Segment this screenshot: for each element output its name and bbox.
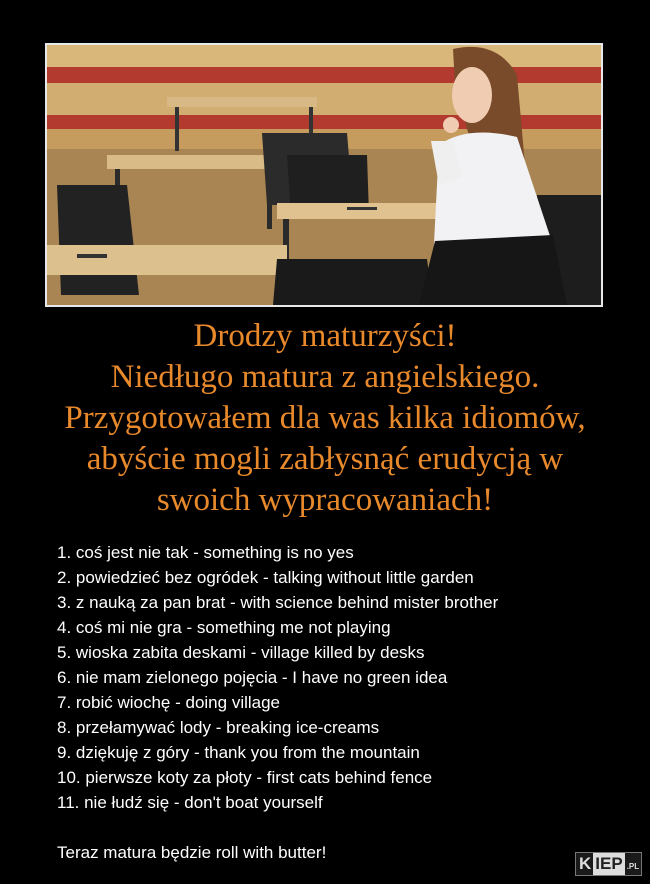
headline-line-2: Niedługo matura z angielskiego. (110, 359, 540, 395)
idiom-item: 2. powiedzieć bez ogródek - talking without little garden (57, 568, 474, 587)
closing-line: Teraz matura będzie roll with butter! (57, 843, 327, 862)
idiom-item: 8. przełamywać lody - breaking ice-creams (57, 718, 380, 737)
idiom-item: 3. z nauką za pan brat - with science behind mister brother (57, 593, 499, 612)
logo-letters-iep: IEP (595, 854, 623, 873)
headline-line-5: swoich wypracowaniach! (156, 482, 494, 518)
headline (0, 316, 650, 521)
idiom-item: 11. nie łudź się - don't boat yourself (57, 793, 323, 812)
headline-line-4: abyście mogli zabłysnąć erudycją w (86, 441, 564, 477)
idiom-item: 1. coś jest nie tak - something is no yes (57, 543, 354, 562)
idiom-item: 6. nie mam zielonego pojęcia - I have no green idea (57, 668, 448, 687)
exam-room-illustration (47, 45, 601, 305)
kiep-logo[interactable] (575, 852, 642, 876)
headline-line-3: Przygotowałem dla was kilka idiomów, (64, 400, 586, 436)
exam-room-photo (45, 43, 603, 307)
idiom-item: 10. pierwsze koty za płoty - first cats behind fence (57, 768, 433, 787)
idiom-list (57, 540, 498, 815)
idiom-item: 4. coś mi nie gra - something me not playing (57, 618, 391, 637)
logo-letter-k: K (579, 854, 592, 873)
idiom-item: 9. dziękuję z góry - thank you from the mountain (57, 743, 420, 762)
idiom-item: 5. wioska zabita deskami - village killed by desks (57, 643, 425, 662)
idiom-item: 7. robić wiochę - doing village (57, 693, 281, 712)
logo-tld: .PL (626, 862, 640, 871)
headline-line-1: Drodzy maturzyści! (193, 318, 457, 354)
